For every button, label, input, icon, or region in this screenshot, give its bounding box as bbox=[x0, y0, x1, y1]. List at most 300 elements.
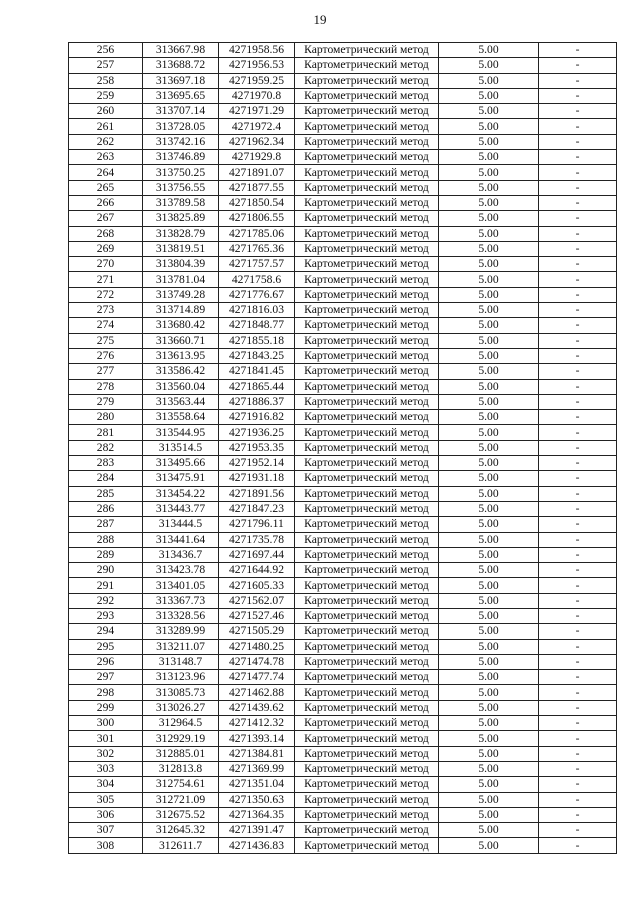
table-row bbox=[69, 43, 617, 58]
table-row bbox=[69, 195, 617, 210]
x-coordinate-cell: 313819.51 bbox=[143, 241, 219, 256]
y-coordinate-cell: 4271855.18 bbox=[219, 333, 295, 348]
y-coordinate-cell: 4271843.25 bbox=[219, 348, 295, 363]
method-cell: Картометрический метод bbox=[295, 379, 439, 394]
method-cell: Картометрический метод bbox=[295, 838, 439, 853]
table-row bbox=[69, 425, 617, 440]
table-row bbox=[69, 578, 617, 593]
table-row bbox=[69, 257, 617, 272]
method-cell: Картометрический метод bbox=[295, 746, 439, 761]
note-cell: - bbox=[539, 257, 617, 272]
point-number-cell: 262 bbox=[69, 134, 143, 149]
note-cell: - bbox=[539, 608, 617, 623]
y-coordinate-cell: 4271369.99 bbox=[219, 761, 295, 776]
point-number-cell: 257 bbox=[69, 58, 143, 73]
table-row bbox=[69, 410, 617, 425]
method-cell: Картометрический метод bbox=[295, 639, 439, 654]
y-coordinate-cell: 4271847.23 bbox=[219, 501, 295, 516]
x-coordinate-cell: 313289.99 bbox=[143, 624, 219, 639]
point-number-cell: 295 bbox=[69, 639, 143, 654]
accuracy-cell: 5.00 bbox=[439, 119, 539, 134]
y-coordinate-cell: 4271477.74 bbox=[219, 670, 295, 685]
accuracy-cell: 5.00 bbox=[439, 226, 539, 241]
x-coordinate-cell: 313667.98 bbox=[143, 43, 219, 58]
x-coordinate-cell: 313746.89 bbox=[143, 150, 219, 165]
method-cell: Картометрический метод bbox=[295, 43, 439, 58]
accuracy-cell: 5.00 bbox=[439, 195, 539, 210]
method-cell: Картометрический метод bbox=[295, 272, 439, 287]
x-coordinate-cell: 313660.71 bbox=[143, 333, 219, 348]
x-coordinate-cell: 313756.55 bbox=[143, 180, 219, 195]
y-coordinate-cell: 4271877.55 bbox=[219, 180, 295, 195]
point-number-cell: 274 bbox=[69, 318, 143, 333]
y-coordinate-cell: 4271393.14 bbox=[219, 731, 295, 746]
point-number-cell: 303 bbox=[69, 761, 143, 776]
point-number-cell: 286 bbox=[69, 501, 143, 516]
x-coordinate-cell: 313328.56 bbox=[143, 608, 219, 623]
y-coordinate-cell: 4271886.37 bbox=[219, 394, 295, 409]
x-coordinate-cell: 313026.27 bbox=[143, 700, 219, 715]
method-cell: Картометрический метод bbox=[295, 532, 439, 547]
note-cell: - bbox=[539, 195, 617, 210]
x-coordinate-cell: 313586.42 bbox=[143, 364, 219, 379]
y-coordinate-cell: 4271350.63 bbox=[219, 792, 295, 807]
x-coordinate-cell: 313475.91 bbox=[143, 471, 219, 486]
x-coordinate-cell: 312754.61 bbox=[143, 777, 219, 792]
method-cell: Картометрический метод bbox=[295, 119, 439, 134]
y-coordinate-cell: 4271462.88 bbox=[219, 685, 295, 700]
point-number-cell: 296 bbox=[69, 654, 143, 669]
x-coordinate-cell: 313804.39 bbox=[143, 257, 219, 272]
y-coordinate-cell: 4271735.78 bbox=[219, 532, 295, 547]
accuracy-cell: 5.00 bbox=[439, 58, 539, 73]
accuracy-cell: 5.00 bbox=[439, 486, 539, 501]
y-coordinate-cell: 4271505.29 bbox=[219, 624, 295, 639]
point-number-cell: 277 bbox=[69, 364, 143, 379]
method-cell: Картометрический метод bbox=[295, 348, 439, 363]
table-row bbox=[69, 226, 617, 241]
point-number-cell: 307 bbox=[69, 823, 143, 838]
x-coordinate-cell: 312964.5 bbox=[143, 716, 219, 731]
method-cell: Картометрический метод bbox=[295, 547, 439, 562]
point-number-cell: 268 bbox=[69, 226, 143, 241]
method-cell: Картометрический метод bbox=[295, 134, 439, 149]
table-row bbox=[69, 807, 617, 822]
note-cell: - bbox=[539, 654, 617, 669]
table-row bbox=[69, 654, 617, 669]
y-coordinate-cell: 4271765.36 bbox=[219, 241, 295, 256]
table-row bbox=[69, 777, 617, 792]
method-cell: Картометрический метод bbox=[295, 58, 439, 73]
x-coordinate-cell: 313211.07 bbox=[143, 639, 219, 654]
y-coordinate-cell: 4271929.8 bbox=[219, 150, 295, 165]
table-row bbox=[69, 333, 617, 348]
accuracy-cell: 5.00 bbox=[439, 654, 539, 669]
point-number-cell: 293 bbox=[69, 608, 143, 623]
accuracy-cell: 5.00 bbox=[439, 547, 539, 562]
table-row bbox=[69, 379, 617, 394]
table-row bbox=[69, 700, 617, 715]
y-coordinate-cell: 4271474.78 bbox=[219, 654, 295, 669]
accuracy-cell: 5.00 bbox=[439, 104, 539, 119]
x-coordinate-cell: 313443.77 bbox=[143, 501, 219, 516]
accuracy-cell: 5.00 bbox=[439, 180, 539, 195]
y-coordinate-cell: 4271757.57 bbox=[219, 257, 295, 272]
method-cell: Картометрический метод bbox=[295, 303, 439, 318]
point-number-cell: 294 bbox=[69, 624, 143, 639]
method-cell: Картометрический метод bbox=[295, 654, 439, 669]
method-cell: Картометрический метод bbox=[295, 165, 439, 180]
note-cell: - bbox=[539, 547, 617, 562]
note-cell: - bbox=[539, 731, 617, 746]
method-cell: Картометрический метод bbox=[295, 823, 439, 838]
table-row bbox=[69, 58, 617, 73]
point-number-cell: 301 bbox=[69, 731, 143, 746]
table-row bbox=[69, 211, 617, 226]
method-cell: Картометрический метод bbox=[295, 150, 439, 165]
note-cell: - bbox=[539, 425, 617, 440]
point-number-cell: 287 bbox=[69, 517, 143, 532]
y-coordinate-cell: 4271480.25 bbox=[219, 639, 295, 654]
x-coordinate-cell: 313828.79 bbox=[143, 226, 219, 241]
point-number-cell: 299 bbox=[69, 700, 143, 715]
accuracy-cell: 5.00 bbox=[439, 318, 539, 333]
note-cell: - bbox=[539, 471, 617, 486]
table-row bbox=[69, 486, 617, 501]
table-row bbox=[69, 364, 617, 379]
point-number-cell: 283 bbox=[69, 456, 143, 471]
y-coordinate-cell: 4271956.53 bbox=[219, 58, 295, 73]
y-coordinate-cell: 4271891.56 bbox=[219, 486, 295, 501]
x-coordinate-cell: 312885.01 bbox=[143, 746, 219, 761]
accuracy-cell: 5.00 bbox=[439, 807, 539, 822]
accuracy-cell: 5.00 bbox=[439, 88, 539, 103]
point-number-cell: 290 bbox=[69, 563, 143, 578]
point-number-cell: 282 bbox=[69, 440, 143, 455]
x-coordinate-cell: 313423.78 bbox=[143, 563, 219, 578]
method-cell: Картометрический метод bbox=[295, 425, 439, 440]
point-number-cell: 305 bbox=[69, 792, 143, 807]
point-number-cell: 266 bbox=[69, 195, 143, 210]
note-cell: - bbox=[539, 777, 617, 792]
accuracy-cell: 5.00 bbox=[439, 287, 539, 302]
y-coordinate-cell: 4271776.67 bbox=[219, 287, 295, 302]
y-coordinate-cell: 4271758.6 bbox=[219, 272, 295, 287]
y-coordinate-cell: 4271952.14 bbox=[219, 456, 295, 471]
note-cell: - bbox=[539, 410, 617, 425]
note-cell: - bbox=[539, 272, 617, 287]
table-row bbox=[69, 823, 617, 838]
table-row bbox=[69, 150, 617, 165]
point-number-cell: 292 bbox=[69, 593, 143, 608]
x-coordinate-cell: 313085.73 bbox=[143, 685, 219, 700]
table-row bbox=[69, 119, 617, 134]
y-coordinate-cell: 4271916.82 bbox=[219, 410, 295, 425]
x-coordinate-cell: 313401.05 bbox=[143, 578, 219, 593]
y-coordinate-cell: 4271953.35 bbox=[219, 440, 295, 455]
table-row bbox=[69, 134, 617, 149]
method-cell: Картометрический метод bbox=[295, 410, 439, 425]
x-coordinate-cell: 312611.7 bbox=[143, 838, 219, 853]
method-cell: Картометрический метод bbox=[295, 486, 439, 501]
table-row bbox=[69, 746, 617, 761]
accuracy-cell: 5.00 bbox=[439, 364, 539, 379]
x-coordinate-cell: 313695.65 bbox=[143, 88, 219, 103]
y-coordinate-cell: 4271364.35 bbox=[219, 807, 295, 822]
y-coordinate-cell: 4271605.33 bbox=[219, 578, 295, 593]
x-coordinate-cell: 313514.5 bbox=[143, 440, 219, 455]
point-number-cell: 259 bbox=[69, 88, 143, 103]
coordinates-table-body bbox=[69, 43, 617, 854]
note-cell: - bbox=[539, 211, 617, 226]
note-cell: - bbox=[539, 517, 617, 532]
x-coordinate-cell: 313749.28 bbox=[143, 287, 219, 302]
y-coordinate-cell: 4271806.55 bbox=[219, 211, 295, 226]
y-coordinate-cell: 4271562.07 bbox=[219, 593, 295, 608]
x-coordinate-cell: 313728.05 bbox=[143, 119, 219, 134]
x-coordinate-cell: 312721.09 bbox=[143, 792, 219, 807]
point-number-cell: 284 bbox=[69, 471, 143, 486]
accuracy-cell: 5.00 bbox=[439, 608, 539, 623]
y-coordinate-cell: 4271972.4 bbox=[219, 119, 295, 134]
note-cell: - bbox=[539, 593, 617, 608]
y-coordinate-cell: 4271697.44 bbox=[219, 547, 295, 562]
x-coordinate-cell: 313697.18 bbox=[143, 73, 219, 88]
accuracy-cell: 5.00 bbox=[439, 410, 539, 425]
accuracy-cell: 5.00 bbox=[439, 532, 539, 547]
accuracy-cell: 5.00 bbox=[439, 639, 539, 654]
method-cell: Картометрический метод bbox=[295, 761, 439, 776]
note-cell: - bbox=[539, 700, 617, 715]
note-cell: - bbox=[539, 180, 617, 195]
method-cell: Картометрический метод bbox=[295, 792, 439, 807]
method-cell: Картометрический метод bbox=[295, 333, 439, 348]
x-coordinate-cell: 312813.8 bbox=[143, 761, 219, 776]
note-cell: - bbox=[539, 394, 617, 409]
table-row bbox=[69, 639, 617, 654]
x-coordinate-cell: 313495.66 bbox=[143, 456, 219, 471]
note-cell: - bbox=[539, 639, 617, 654]
method-cell: Картометрический метод bbox=[295, 456, 439, 471]
table-row bbox=[69, 716, 617, 731]
table-row bbox=[69, 563, 617, 578]
y-coordinate-cell: 4271841.45 bbox=[219, 364, 295, 379]
y-coordinate-cell: 4271971.29 bbox=[219, 104, 295, 119]
method-cell: Картометрический метод bbox=[295, 563, 439, 578]
table-row bbox=[69, 608, 617, 623]
x-coordinate-cell: 313789.58 bbox=[143, 195, 219, 210]
point-number-cell: 264 bbox=[69, 165, 143, 180]
note-cell: - bbox=[539, 838, 617, 853]
method-cell: Картометрический метод bbox=[295, 88, 439, 103]
method-cell: Картометрический метод bbox=[295, 73, 439, 88]
note-cell: - bbox=[539, 165, 617, 180]
method-cell: Картометрический метод bbox=[295, 195, 439, 210]
note-cell: - bbox=[539, 807, 617, 822]
y-coordinate-cell: 4271959.25 bbox=[219, 73, 295, 88]
accuracy-cell: 5.00 bbox=[439, 731, 539, 746]
y-coordinate-cell: 4271391.47 bbox=[219, 823, 295, 838]
method-cell: Картометрический метод bbox=[295, 670, 439, 685]
table-row bbox=[69, 593, 617, 608]
note-cell: - bbox=[539, 348, 617, 363]
x-coordinate-cell: 312675.52 bbox=[143, 807, 219, 822]
y-coordinate-cell: 4271796.11 bbox=[219, 517, 295, 532]
x-coordinate-cell: 313560.04 bbox=[143, 379, 219, 394]
method-cell: Картометрический метод bbox=[295, 807, 439, 822]
accuracy-cell: 5.00 bbox=[439, 517, 539, 532]
point-number-cell: 258 bbox=[69, 73, 143, 88]
method-cell: Картометрический метод bbox=[295, 608, 439, 623]
note-cell: - bbox=[539, 150, 617, 165]
point-number-cell: 302 bbox=[69, 746, 143, 761]
y-coordinate-cell: 4271970.8 bbox=[219, 88, 295, 103]
table-row bbox=[69, 348, 617, 363]
accuracy-cell: 5.00 bbox=[439, 303, 539, 318]
accuracy-cell: 5.00 bbox=[439, 241, 539, 256]
x-coordinate-cell: 313714.89 bbox=[143, 303, 219, 318]
method-cell: Картометрический метод bbox=[295, 471, 439, 486]
note-cell: - bbox=[539, 241, 617, 256]
accuracy-cell: 5.00 bbox=[439, 471, 539, 486]
accuracy-cell: 5.00 bbox=[439, 501, 539, 516]
table-row bbox=[69, 838, 617, 853]
note-cell: - bbox=[539, 456, 617, 471]
method-cell: Картометрический метод bbox=[295, 241, 439, 256]
x-coordinate-cell: 313613.95 bbox=[143, 348, 219, 363]
accuracy-cell: 5.00 bbox=[439, 777, 539, 792]
table-row bbox=[69, 303, 617, 318]
accuracy-cell: 5.00 bbox=[439, 394, 539, 409]
y-coordinate-cell: 4271865.44 bbox=[219, 379, 295, 394]
point-number-cell: 298 bbox=[69, 685, 143, 700]
accuracy-cell: 5.00 bbox=[439, 624, 539, 639]
note-cell: - bbox=[539, 134, 617, 149]
table-row bbox=[69, 88, 617, 103]
y-coordinate-cell: 4271850.54 bbox=[219, 195, 295, 210]
accuracy-cell: 5.00 bbox=[439, 746, 539, 761]
point-number-cell: 261 bbox=[69, 119, 143, 134]
method-cell: Картометрический метод bbox=[295, 624, 439, 639]
table-row bbox=[69, 318, 617, 333]
method-cell: Картометрический метод bbox=[295, 364, 439, 379]
x-coordinate-cell: 312929.19 bbox=[143, 731, 219, 746]
note-cell: - bbox=[539, 486, 617, 501]
accuracy-cell: 5.00 bbox=[439, 211, 539, 226]
point-number-cell: 276 bbox=[69, 348, 143, 363]
point-number-cell: 291 bbox=[69, 578, 143, 593]
x-coordinate-cell: 313436.7 bbox=[143, 547, 219, 562]
y-coordinate-cell: 4271785.06 bbox=[219, 226, 295, 241]
method-cell: Картометрический метод bbox=[295, 716, 439, 731]
note-cell: - bbox=[539, 303, 617, 318]
note-cell: - bbox=[539, 88, 617, 103]
x-coordinate-cell: 313825.89 bbox=[143, 211, 219, 226]
accuracy-cell: 5.00 bbox=[439, 43, 539, 58]
y-coordinate-cell: 4271931.18 bbox=[219, 471, 295, 486]
x-coordinate-cell: 313454.22 bbox=[143, 486, 219, 501]
accuracy-cell: 5.00 bbox=[439, 425, 539, 440]
note-cell: - bbox=[539, 670, 617, 685]
method-cell: Картометрический метод bbox=[295, 104, 439, 119]
point-number-cell: 285 bbox=[69, 486, 143, 501]
method-cell: Картометрический метод bbox=[295, 685, 439, 700]
note-cell: - bbox=[539, 716, 617, 731]
table-row bbox=[69, 761, 617, 776]
point-number-cell: 271 bbox=[69, 272, 143, 287]
accuracy-cell: 5.00 bbox=[439, 716, 539, 731]
y-coordinate-cell: 4271962.34 bbox=[219, 134, 295, 149]
method-cell: Картометрический метод bbox=[295, 394, 439, 409]
accuracy-cell: 5.00 bbox=[439, 440, 539, 455]
table-row bbox=[69, 471, 617, 486]
note-cell: - bbox=[539, 287, 617, 302]
x-coordinate-cell: 313680.42 bbox=[143, 318, 219, 333]
note-cell: - bbox=[539, 501, 617, 516]
note-cell: - bbox=[539, 226, 617, 241]
point-number-cell: 278 bbox=[69, 379, 143, 394]
page-number: 19 bbox=[313, 12, 327, 27]
x-coordinate-cell: 313441.64 bbox=[143, 532, 219, 547]
method-cell: Картометрический метод bbox=[295, 777, 439, 792]
note-cell: - bbox=[539, 624, 617, 639]
accuracy-cell: 5.00 bbox=[439, 272, 539, 287]
accuracy-cell: 5.00 bbox=[439, 333, 539, 348]
accuracy-cell: 5.00 bbox=[439, 348, 539, 363]
method-cell: Картометрический метод bbox=[295, 593, 439, 608]
table-row bbox=[69, 287, 617, 302]
method-cell: Картометрический метод bbox=[295, 318, 439, 333]
method-cell: Картометрический метод bbox=[295, 578, 439, 593]
x-coordinate-cell: 313742.16 bbox=[143, 134, 219, 149]
y-coordinate-cell: 4271644.92 bbox=[219, 563, 295, 578]
y-coordinate-cell: 4271936.25 bbox=[219, 425, 295, 440]
accuracy-cell: 5.00 bbox=[439, 563, 539, 578]
accuracy-cell: 5.00 bbox=[439, 456, 539, 471]
accuracy-cell: 5.00 bbox=[439, 134, 539, 149]
table-row bbox=[69, 624, 617, 639]
note-cell: - bbox=[539, 58, 617, 73]
table-row bbox=[69, 456, 617, 471]
table-row bbox=[69, 394, 617, 409]
note-cell: - bbox=[539, 578, 617, 593]
accuracy-cell: 5.00 bbox=[439, 379, 539, 394]
method-cell: Картометрический метод bbox=[295, 287, 439, 302]
point-number-cell: 275 bbox=[69, 333, 143, 348]
method-cell: Картометрический метод bbox=[295, 517, 439, 532]
x-coordinate-cell: 312645.32 bbox=[143, 823, 219, 838]
point-number-cell: 267 bbox=[69, 211, 143, 226]
y-coordinate-cell: 4271436.83 bbox=[219, 838, 295, 853]
method-cell: Картометрический метод bbox=[295, 211, 439, 226]
point-number-cell: 273 bbox=[69, 303, 143, 318]
note-cell: - bbox=[539, 119, 617, 134]
point-number-cell: 272 bbox=[69, 287, 143, 302]
x-coordinate-cell: 313544.95 bbox=[143, 425, 219, 440]
note-cell: - bbox=[539, 685, 617, 700]
coordinates-table bbox=[68, 42, 617, 854]
table-row bbox=[69, 165, 617, 180]
accuracy-cell: 5.00 bbox=[439, 670, 539, 685]
y-coordinate-cell: 4271412.32 bbox=[219, 716, 295, 731]
table-row bbox=[69, 517, 617, 532]
accuracy-cell: 5.00 bbox=[439, 165, 539, 180]
y-coordinate-cell: 4271958.56 bbox=[219, 43, 295, 58]
table-row bbox=[69, 532, 617, 547]
table-row bbox=[69, 73, 617, 88]
point-number-cell: 279 bbox=[69, 394, 143, 409]
method-cell: Картометрический метод bbox=[295, 440, 439, 455]
